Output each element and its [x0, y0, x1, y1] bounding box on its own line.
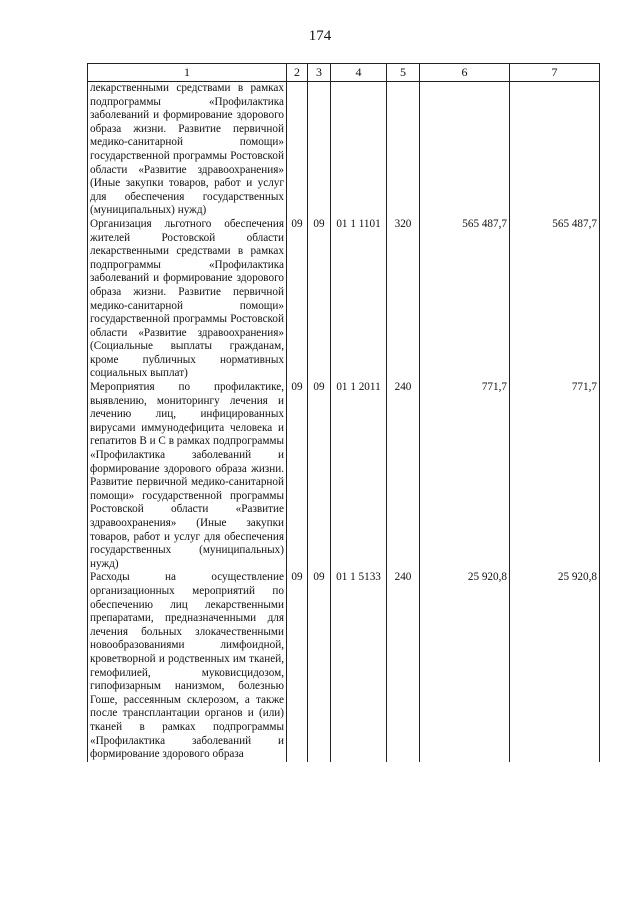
- target-article-code: 01 1 1101: [331, 218, 387, 381]
- column-header: 3: [308, 64, 331, 82]
- target-article-code: [331, 82, 387, 218]
- column-header: 2: [287, 64, 308, 82]
- expense-type-code: 320: [387, 218, 420, 381]
- section-code: 09: [287, 381, 308, 571]
- row-description: Расходы на осуществление организационных мероприятий по обеспечению лиц лекарственными препаратами, предназначенными для лечения больных злокачественными новообразованиями лимфоидной, кроветворной и родственных им тканей, гемофилией, муковисцидозом, гипофизарным нанизмом, болезнью Гоше, рассеянным склерозом, а также после трансплантации органов и (или) тканей в рамках подпрограммы «Профилактика заболеваний и формирование здорового образа: [88, 571, 287, 761]
- amount-column-6: 565 487,7: [420, 218, 510, 381]
- amount-column-7: [510, 82, 600, 218]
- amount-column-6: 771,7: [420, 381, 510, 571]
- section-code: 09: [287, 218, 308, 381]
- column-header: 7: [510, 64, 600, 82]
- section-code: 09: [287, 571, 308, 761]
- expense-type-code: 240: [387, 571, 420, 761]
- table-header-row: [88, 64, 600, 82]
- subsection-code: [308, 82, 331, 218]
- subsection-code: 09: [308, 381, 331, 571]
- amount-column-6: 25 920,8: [420, 571, 510, 761]
- row-description: Мероприятия по профилактике, выявлению, мониторингу лечения и лечению лиц, инфицированных вирусами иммунодефицита человека и гепатитов B и C в рамках подпрограммы «Профилактика заболеваний и формирование здорового образа жизни. Развитие первичной медико-санитарной помощи» государственной программы Ростовской области «Развитие здравоохранения» (Иные закупки товаров, работ и услуг для обеспечения государственных (муниципальных) нужд): [88, 381, 287, 571]
- table-row: [88, 381, 600, 571]
- budget-table: [87, 63, 600, 762]
- table-row: [88, 218, 600, 381]
- subsection-code: 09: [308, 571, 331, 761]
- amount-column-7: 771,7: [510, 381, 600, 571]
- column-header: 6: [420, 64, 510, 82]
- table-row: [88, 82, 600, 218]
- target-article-code: 01 1 2011: [331, 381, 387, 571]
- subsection-code: 09: [308, 218, 331, 381]
- amount-column-7: 25 920,8: [510, 571, 600, 761]
- section-code: [287, 82, 308, 218]
- table-row: [88, 571, 600, 761]
- column-header: 4: [331, 64, 387, 82]
- expense-type-code: [387, 82, 420, 218]
- amount-column-6: [420, 82, 510, 218]
- amount-column-7: 565 487,7: [510, 218, 600, 381]
- page-number: 174: [308, 28, 332, 44]
- column-header: 1: [88, 64, 287, 82]
- row-description: лекарственными средствами в рамках подпрограммы «Профилактика заболеваний и формирование здорового образа жизни. Развитие первичной медико-санитарной помощи» государственной программы Ростовской области «Развитие здравоохранения» (Иные закупки товаров, работ и услуг для обеспечения государственных (муниципальных) нужд): [88, 82, 287, 218]
- target-article-code: 01 1 5133: [331, 571, 387, 761]
- row-description: Организация льготного обеспечения жителей Ростовской области лекарственными средствами в рамках подпрограммы «Профилактика заболеваний и формирование здорового образа жизни. Развитие первичной медико-санитарной помощи» государственной программы Ростовской области «Развитие здравоохранения» (Социальные выплаты гражданам, кроме публичных нормативных социальных выплат): [88, 218, 287, 381]
- column-header: 5: [387, 64, 420, 82]
- expense-type-code: 240: [387, 381, 420, 571]
